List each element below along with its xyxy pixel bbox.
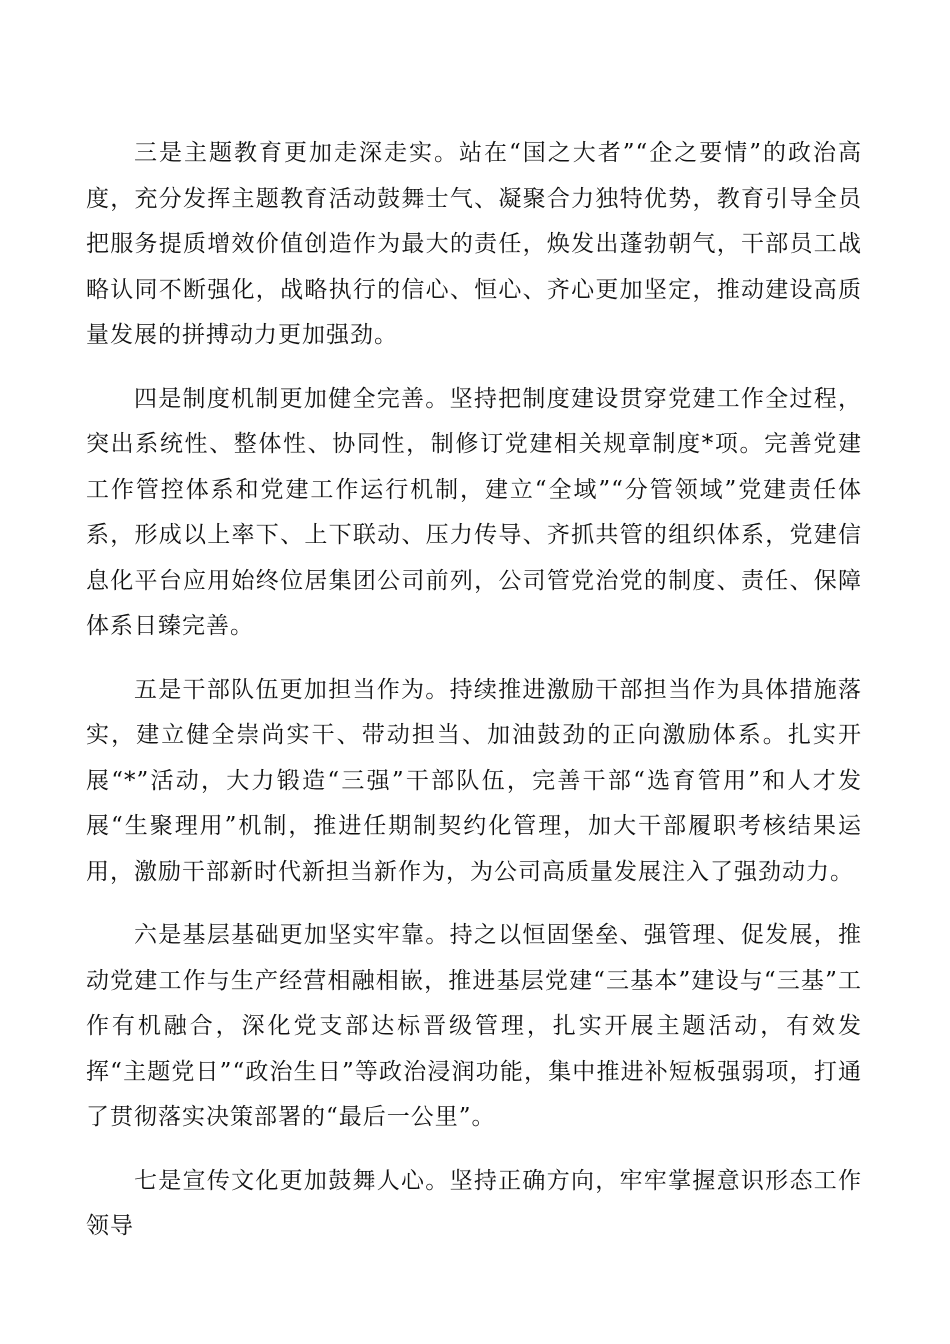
paragraph-6: 六是基层基础更加坚实牢靠。持之以恒固堡垒、强管理、促发展，推动党建工作与生产经营相融相嵌，推进基层党建“三基本”建设与“三基”工作有机融合，深化党支部达标晋级管理，扎实开展主题活动，有效发挥“主题党日”“政治生日”等政治浸润功能，集中推进补短板强弱项，打通了贯彻落实决策部署的“最后一公里”。: [86, 922, 862, 1130]
paragraph-4: 四是制度机制更加健全完善。坚持把制度建设贯穿党建工作全过程，突出系统性、整体性、协同性，制修订党建相关规章制度*项。完善党建工作管控体系和党建工作运行机制，建立“全域”“分管领域”党建责任体系，形成以上率下、上下联动、压力传导、齐抓共管的组织体系，党建信息化平台应用始终位居集团公司前列，公司管党治党的制度、责任、保障体系日臻完善。: [86, 385, 862, 639]
paragraph-3: 三是主题教育更加走深走实。站在“国之大者”“企之要情”的政治高度，充分发挥主题教育活动鼓舞士气、凝聚合力独特优势，教育引导全员把服务提质增效价值创造作为最大的责任，焕发出蓬勃朝气，干部员工战略认同不断强化，战略执行的信心、恒心、齐心更加坚定，推动建设高质量发展的拼搏动力更加强劲。: [86, 140, 862, 348]
document-body: [86, 131, 862, 1268]
paragraph-5: 五是干部队伍更加担当作为。持续推进激励干部担当作为具体措施落实，建立健全崇尚实干、带动担当、加油鼓劲的正向激励体系。扎实开展“*”活动，大力锻造“三强”干部队伍，完善干部“选育管用”和人才发展“生聚理用”机制，推进任期制契约化管理，加大干部履职考核结果运用，激励干部新时代新担当新作为，为公司高质量发展注入了强劲动力。: [86, 676, 862, 885]
paragraph-7: 七是宣传文化更加鼓舞人心。坚持正确方向，牢牢掌握意识形态工作领导: [86, 1167, 862, 1239]
